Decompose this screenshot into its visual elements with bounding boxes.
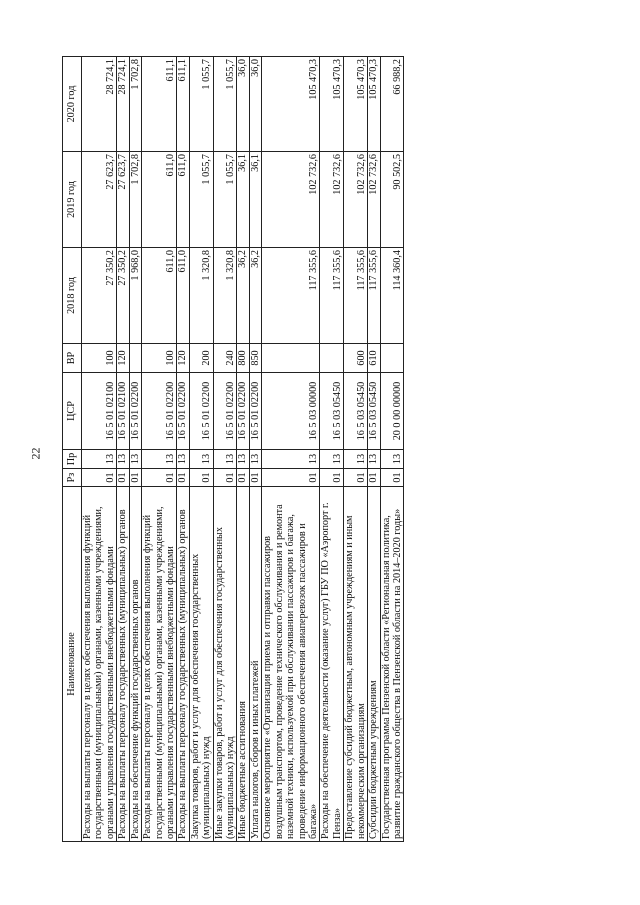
page-number: 22 — [28, 447, 43, 460]
row-2019-cell: 1 702,8 — [129, 152, 141, 248]
row-2018-cell: 36,2 — [237, 248, 249, 344]
row-pr-cell: 13 — [129, 450, 141, 469]
header-name: Наименование — [63, 487, 82, 842]
row-name-cell: Расходы на выплаты персоналу государственных (муниципальных) органов — [117, 487, 129, 842]
row-2019-cell: 36,1 — [249, 152, 261, 248]
row-2019-cell: 36,1 — [237, 152, 249, 248]
row-vr-cell: 120 — [177, 344, 189, 373]
header-pr: Пр — [63, 450, 82, 469]
row-name-cell: Расходы на выплаты персоналу в целях обеспечения выполнения функций государственными (муниципальными) органами, казенными учреждениями, органами управления государственными внебюджетными фондами — [82, 487, 117, 842]
row-2020-cell: 36,0 — [249, 57, 261, 152]
row-pr-cell: 13 — [213, 450, 237, 469]
row-2020-cell: 1 702,8 — [129, 57, 141, 152]
row-pr-cell: 13 — [320, 450, 344, 469]
row-2018-cell: 1 320,8 — [189, 248, 213, 344]
row-2019-cell: 27 623,7 — [82, 152, 117, 248]
row-rz-cell: 01 — [117, 469, 129, 487]
row-vr-cell — [129, 344, 141, 373]
row-pr-cell: 13 — [189, 450, 213, 469]
header-2018: 2018 год — [63, 248, 82, 344]
row-2019-cell: 102 732,6 — [344, 152, 368, 248]
row-name-cell: Расходы на выплаты персоналу государственных (муниципальных) органов — [177, 487, 189, 842]
row-name-cell: Расходы на выплаты персоналу в целях обеспечения выполнения функций государственными (муниципальными) органами, казенными учреждениями, органами управления государственными внебюджетными фондами — [142, 487, 177, 842]
row-rz-cell: 01 — [129, 469, 141, 487]
table-row — [249, 57, 261, 842]
row-2019-cell: 1 055,7 — [189, 152, 213, 248]
row-rz-cell: 01 — [82, 469, 117, 487]
row-2018-cell: 611,0 — [177, 248, 189, 344]
row-rz-cell: 01 — [237, 469, 249, 487]
row-csr-cell: 16 5 01 02200 — [237, 373, 249, 450]
row-2020-cell: 105 470,3 — [368, 57, 380, 152]
row-rz-cell: 01 — [380, 469, 404, 487]
row-csr-cell: 16 5 01 02100 — [82, 373, 117, 450]
table-row — [189, 57, 213, 842]
row-2018-cell: 27 350,2 — [82, 248, 117, 344]
row-2019-cell: 90 502,5 — [380, 152, 404, 248]
row-2018-cell: 117 355,6 — [344, 248, 368, 344]
row-2020-cell: 105 470,3 — [320, 57, 344, 152]
table-row — [213, 57, 237, 842]
row-vr-cell: 100 — [82, 344, 117, 373]
row-2020-cell: 105 470,3 — [262, 57, 320, 152]
row-2018-cell: 117 355,6 — [262, 248, 320, 344]
row-2020-cell: 36,0 — [237, 57, 249, 152]
row-name-cell: Расходы на обеспечение функций государственных органов — [129, 487, 141, 842]
row-2018-cell: 1 320,8 — [213, 248, 237, 344]
table-row — [142, 57, 177, 842]
row-vr-cell: 800 — [237, 344, 249, 373]
row-vr-cell: 100 — [142, 344, 177, 373]
row-2018-cell: 36,2 — [249, 248, 261, 344]
row-pr-cell: 13 — [344, 450, 368, 469]
table-row — [117, 57, 129, 842]
table-row — [129, 57, 141, 842]
row-2019-cell: 611,0 — [142, 152, 177, 248]
table-body — [82, 57, 404, 842]
table-header-row — [63, 57, 82, 842]
table-row — [262, 57, 320, 842]
row-rz-cell: 01 — [344, 469, 368, 487]
row-csr-cell: 16 5 01 02200 — [177, 373, 189, 450]
row-rz-cell: 01 — [320, 469, 344, 487]
row-csr-cell: 16 5 03 05450 — [344, 373, 368, 450]
row-2019-cell: 102 732,6 — [320, 152, 344, 248]
header-rz: Рз — [63, 469, 82, 487]
row-rz-cell: 01 — [189, 469, 213, 487]
row-rz-cell: 01 — [368, 469, 380, 487]
row-2020-cell: 28 724,1 — [82, 57, 117, 152]
row-csr-cell: 16 5 01 02100 — [117, 373, 129, 450]
header-2019: 2019 год — [63, 152, 82, 248]
table-row — [368, 57, 380, 842]
row-2019-cell: 611,0 — [177, 152, 189, 248]
row-name-cell: Субсидии бюджетным учреждениям — [368, 487, 380, 842]
row-pr-cell: 13 — [117, 450, 129, 469]
row-2019-cell: 1 055,7 — [213, 152, 237, 248]
row-2018-cell: 27 350,2 — [117, 248, 129, 344]
row-2018-cell: 1 968,0 — [129, 248, 141, 344]
table-row — [380, 57, 404, 842]
row-rz-cell: 01 — [249, 469, 261, 487]
header-csr: ЦСР — [63, 373, 82, 450]
row-pr-cell: 13 — [82, 450, 117, 469]
row-name-cell: Основное мероприятие «Организация приема и отправки пассажиров воздушным транспортом, проведение технического обслуживания и ремонта наземной техники, используемой при обслуживании пассажиров и багажа, проведение информационного обеспечения авиаперевозок пассажиров и багажа» — [262, 487, 320, 842]
row-2020-cell: 105 470,3 — [344, 57, 368, 152]
row-pr-cell: 13 — [249, 450, 261, 469]
row-2020-cell: 66 988,2 — [380, 57, 404, 152]
row-2019-cell: 102 732,6 — [368, 152, 380, 248]
row-pr-cell: 13 — [262, 450, 320, 469]
row-2019-cell: 27 623,7 — [117, 152, 129, 248]
row-pr-cell: 13 — [380, 450, 404, 469]
row-2020-cell: 611,1 — [177, 57, 189, 152]
row-vr-cell: 850 — [249, 344, 261, 373]
header-vr: ВР — [63, 344, 82, 373]
row-rz-cell: 01 — [213, 469, 237, 487]
row-2020-cell: 1 055,7 — [213, 57, 237, 152]
row-csr-cell: 16 5 01 02200 — [129, 373, 141, 450]
row-2018-cell: 117 355,6 — [320, 248, 344, 344]
row-rz-cell: 01 — [142, 469, 177, 487]
row-pr-cell: 13 — [237, 450, 249, 469]
row-vr-cell: 600 — [344, 344, 368, 373]
table-row — [320, 57, 344, 842]
table-row — [177, 57, 189, 842]
row-csr-cell: 16 5 01 02200 — [249, 373, 261, 450]
row-2020-cell: 1 055,7 — [189, 57, 213, 152]
row-2018-cell: 611,0 — [142, 248, 177, 344]
row-vr-cell — [380, 344, 404, 373]
budget-table — [62, 56, 404, 842]
row-vr-cell: 200 — [189, 344, 213, 373]
row-vr-cell: 120 — [117, 344, 129, 373]
rotated-table-container — [62, 57, 568, 842]
row-name-cell: Расходы на обеспечение деятельности (оказание услуг) ГБУ ПО «Аэропорт г. Пенза» — [320, 487, 344, 842]
row-vr-cell: 240 — [213, 344, 237, 373]
table-row — [82, 57, 117, 842]
table-row — [344, 57, 368, 842]
row-2019-cell: 102 732,6 — [262, 152, 320, 248]
row-pr-cell: 13 — [177, 450, 189, 469]
row-csr-cell: 16 5 03 05450 — [368, 373, 380, 450]
row-vr-cell — [262, 344, 320, 373]
row-rz-cell: 01 — [262, 469, 320, 487]
row-csr-cell: 16 5 03 05450 — [320, 373, 344, 450]
row-name-cell: Государственная программа Пензенской области «Региональная политика, развитие гражданского общества в Пензенской области на 2014–2020 годы» — [380, 487, 404, 842]
row-2020-cell: 28 724,1 — [117, 57, 129, 152]
row-rz-cell: 01 — [177, 469, 189, 487]
row-2018-cell: 114 360,4 — [380, 248, 404, 344]
table-row — [237, 57, 249, 842]
header-2020: 2020 год — [63, 57, 82, 152]
row-pr-cell: 13 — [368, 450, 380, 469]
row-name-cell: Иные бюджетные ассигнования — [237, 487, 249, 842]
row-vr-cell: 610 — [368, 344, 380, 373]
row-2018-cell: 117 355,6 — [368, 248, 380, 344]
row-csr-cell: 16 5 01 02200 — [142, 373, 177, 450]
row-name-cell: Закупка товаров, работ и услуг для обеспечения государственных (муниципальных) нужд — [189, 487, 213, 842]
row-csr-cell: 16 5 01 02200 — [189, 373, 213, 450]
row-name-cell: Предоставление субсидий бюджетным, автономным учреждениям и иным некоммерческим организациям — [344, 487, 368, 842]
row-csr-cell: 20 0 00 00000 — [380, 373, 404, 450]
row-csr-cell: 16 5 01 02200 — [213, 373, 237, 450]
row-csr-cell: 16 5 03 00000 — [262, 373, 320, 450]
row-name-cell: Иные закупки товаров, работ и услуг для обеспечения государственных (муниципальных) нужд — [213, 487, 237, 842]
row-2020-cell: 611,1 — [142, 57, 177, 152]
row-vr-cell — [320, 344, 344, 373]
row-name-cell: Уплата налогов, сборов и иных платежей — [249, 487, 261, 842]
row-pr-cell: 13 — [142, 450, 177, 469]
